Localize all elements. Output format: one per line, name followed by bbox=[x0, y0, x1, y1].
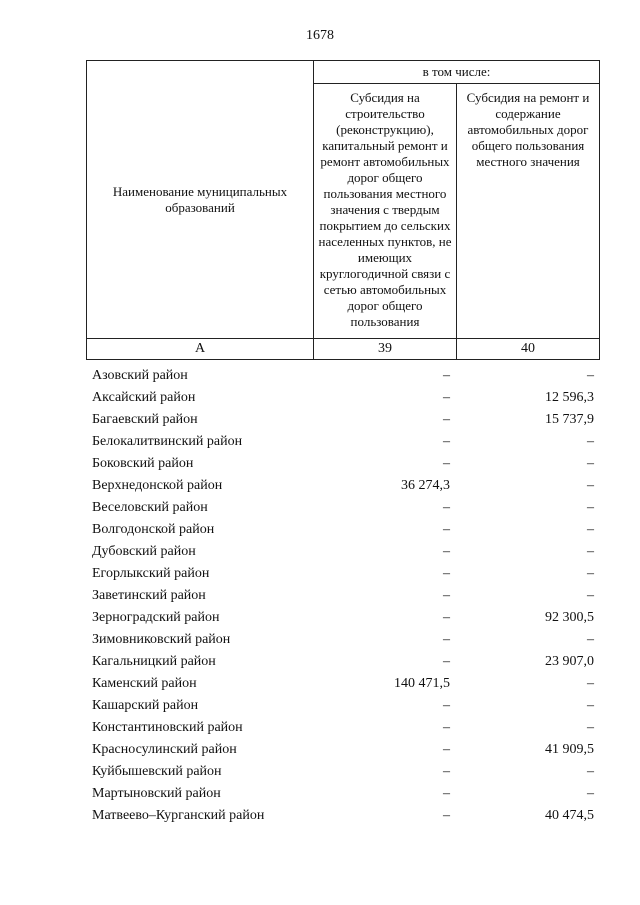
table-row bbox=[86, 805, 600, 827]
table-row bbox=[86, 365, 600, 387]
table-row bbox=[86, 695, 600, 717]
row-value-40: – bbox=[587, 698, 594, 713]
row-value-39: 140 471,5 bbox=[394, 676, 450, 691]
row-value-40: 23 907,0 bbox=[545, 654, 594, 669]
row-name: Мартыновский район bbox=[92, 786, 221, 801]
row-value-40: – bbox=[587, 632, 594, 647]
table-header bbox=[86, 60, 600, 360]
row-name: Красносулинский район bbox=[92, 742, 237, 757]
row-value-40: – bbox=[587, 522, 594, 537]
table-row bbox=[86, 387, 600, 409]
row-value-39: – bbox=[443, 742, 450, 757]
column-header-40-description: Субсидия на ремонт и содержание автомобильных дорог общего пользования местного значения bbox=[457, 84, 600, 339]
table-row bbox=[86, 497, 600, 519]
table-body bbox=[86, 365, 600, 827]
page-number: 1678 bbox=[306, 28, 334, 43]
row-name: Азовский район bbox=[92, 368, 188, 383]
row-name: Дубовский район bbox=[92, 544, 196, 559]
row-name: Зимовниковский район bbox=[92, 632, 231, 647]
row-value-40: 12 596,3 bbox=[545, 390, 594, 405]
column-number-a: А bbox=[87, 339, 314, 360]
row-value-39: – bbox=[443, 808, 450, 823]
table-row bbox=[86, 607, 600, 629]
row-value-39: – bbox=[443, 566, 450, 581]
row-value-40: – bbox=[587, 786, 594, 801]
row-value-40: – bbox=[587, 478, 594, 493]
row-name: Матвеево–Курганский район bbox=[92, 808, 265, 823]
column-number-40: 40 bbox=[457, 339, 600, 360]
table-row bbox=[86, 673, 600, 695]
row-value-40: – bbox=[587, 434, 594, 449]
column-header-in-total: в том числе: bbox=[314, 61, 600, 84]
row-name: Веселовский район bbox=[92, 500, 208, 515]
table-row bbox=[86, 431, 600, 453]
row-name: Боковский район bbox=[92, 456, 194, 471]
row-value-40: 92 300,5 bbox=[545, 610, 594, 625]
row-value-40: – bbox=[587, 456, 594, 471]
row-name: Куйбышевский район bbox=[92, 764, 222, 779]
row-value-39: – bbox=[443, 500, 450, 515]
row-value-40: – bbox=[587, 566, 594, 581]
row-value-40: – bbox=[587, 588, 594, 603]
table-row bbox=[86, 585, 600, 607]
table-row bbox=[86, 475, 600, 497]
row-value-39: – bbox=[443, 368, 450, 383]
row-value-39: – bbox=[443, 588, 450, 603]
table-row bbox=[86, 783, 600, 805]
row-value-39: 36 274,3 bbox=[401, 478, 450, 493]
row-name: Заветинский район bbox=[92, 588, 206, 603]
row-value-39: – bbox=[443, 720, 450, 735]
row-value-39: – bbox=[443, 764, 450, 779]
row-value-40: 41 909,5 bbox=[545, 742, 594, 757]
row-value-39: – bbox=[443, 654, 450, 669]
row-value-39: – bbox=[443, 390, 450, 405]
row-name: Кашарский район bbox=[92, 698, 199, 713]
row-name: Кагальницкий район bbox=[92, 654, 216, 669]
table-row bbox=[86, 519, 600, 541]
row-name: Константиновский район bbox=[92, 720, 243, 735]
row-name: Каменский район bbox=[92, 676, 197, 691]
row-name: Верхнедонской район bbox=[92, 478, 223, 493]
row-value-39: – bbox=[443, 610, 450, 625]
table-row bbox=[86, 541, 600, 563]
row-value-40: – bbox=[587, 676, 594, 691]
column-number-39: 39 bbox=[314, 339, 457, 360]
row-value-39: – bbox=[443, 522, 450, 537]
table-row bbox=[86, 761, 600, 783]
row-name: Белокалитвинский район bbox=[92, 434, 243, 449]
row-value-39: – bbox=[443, 434, 450, 449]
column-header-name: Наименование муниципальных образований bbox=[87, 61, 314, 339]
row-value-39: – bbox=[443, 412, 450, 427]
table-row bbox=[86, 409, 600, 431]
row-value-39: – bbox=[443, 632, 450, 647]
row-name: Егорлыкский район bbox=[92, 566, 210, 581]
row-value-40: – bbox=[587, 500, 594, 515]
table-row bbox=[86, 453, 600, 475]
row-value-39: – bbox=[443, 456, 450, 471]
row-value-40: 15 737,9 bbox=[545, 412, 594, 427]
row-value-40: 40 474,5 bbox=[545, 808, 594, 823]
row-value-39: – bbox=[443, 786, 450, 801]
row-name: Багаевский район bbox=[92, 412, 198, 427]
row-name: Волгодонской район bbox=[92, 522, 215, 537]
table-row bbox=[86, 651, 600, 673]
row-value-40: – bbox=[587, 368, 594, 383]
table-row bbox=[86, 563, 600, 585]
row-name: Зерноградский район bbox=[92, 610, 220, 625]
row-value-40: – bbox=[587, 720, 594, 735]
table-row bbox=[86, 739, 600, 761]
row-value-40: – bbox=[587, 764, 594, 779]
row-name: Аксайский район bbox=[92, 390, 196, 405]
table-row bbox=[86, 717, 600, 739]
column-header-39-description: Субсидия на строительство (реконструкцию), капитальный ремонт и ремонт автомобильных дорог общего пользования местного значения с твердым покрытием до сельских населенных пунктов, не имеющих круглогодичной связи с сетью автомобильных дорог общего пользования bbox=[314, 84, 457, 339]
table-row bbox=[86, 629, 600, 651]
row-value-40: – bbox=[587, 544, 594, 559]
row-value-39: – bbox=[443, 544, 450, 559]
row-value-39: – bbox=[443, 698, 450, 713]
